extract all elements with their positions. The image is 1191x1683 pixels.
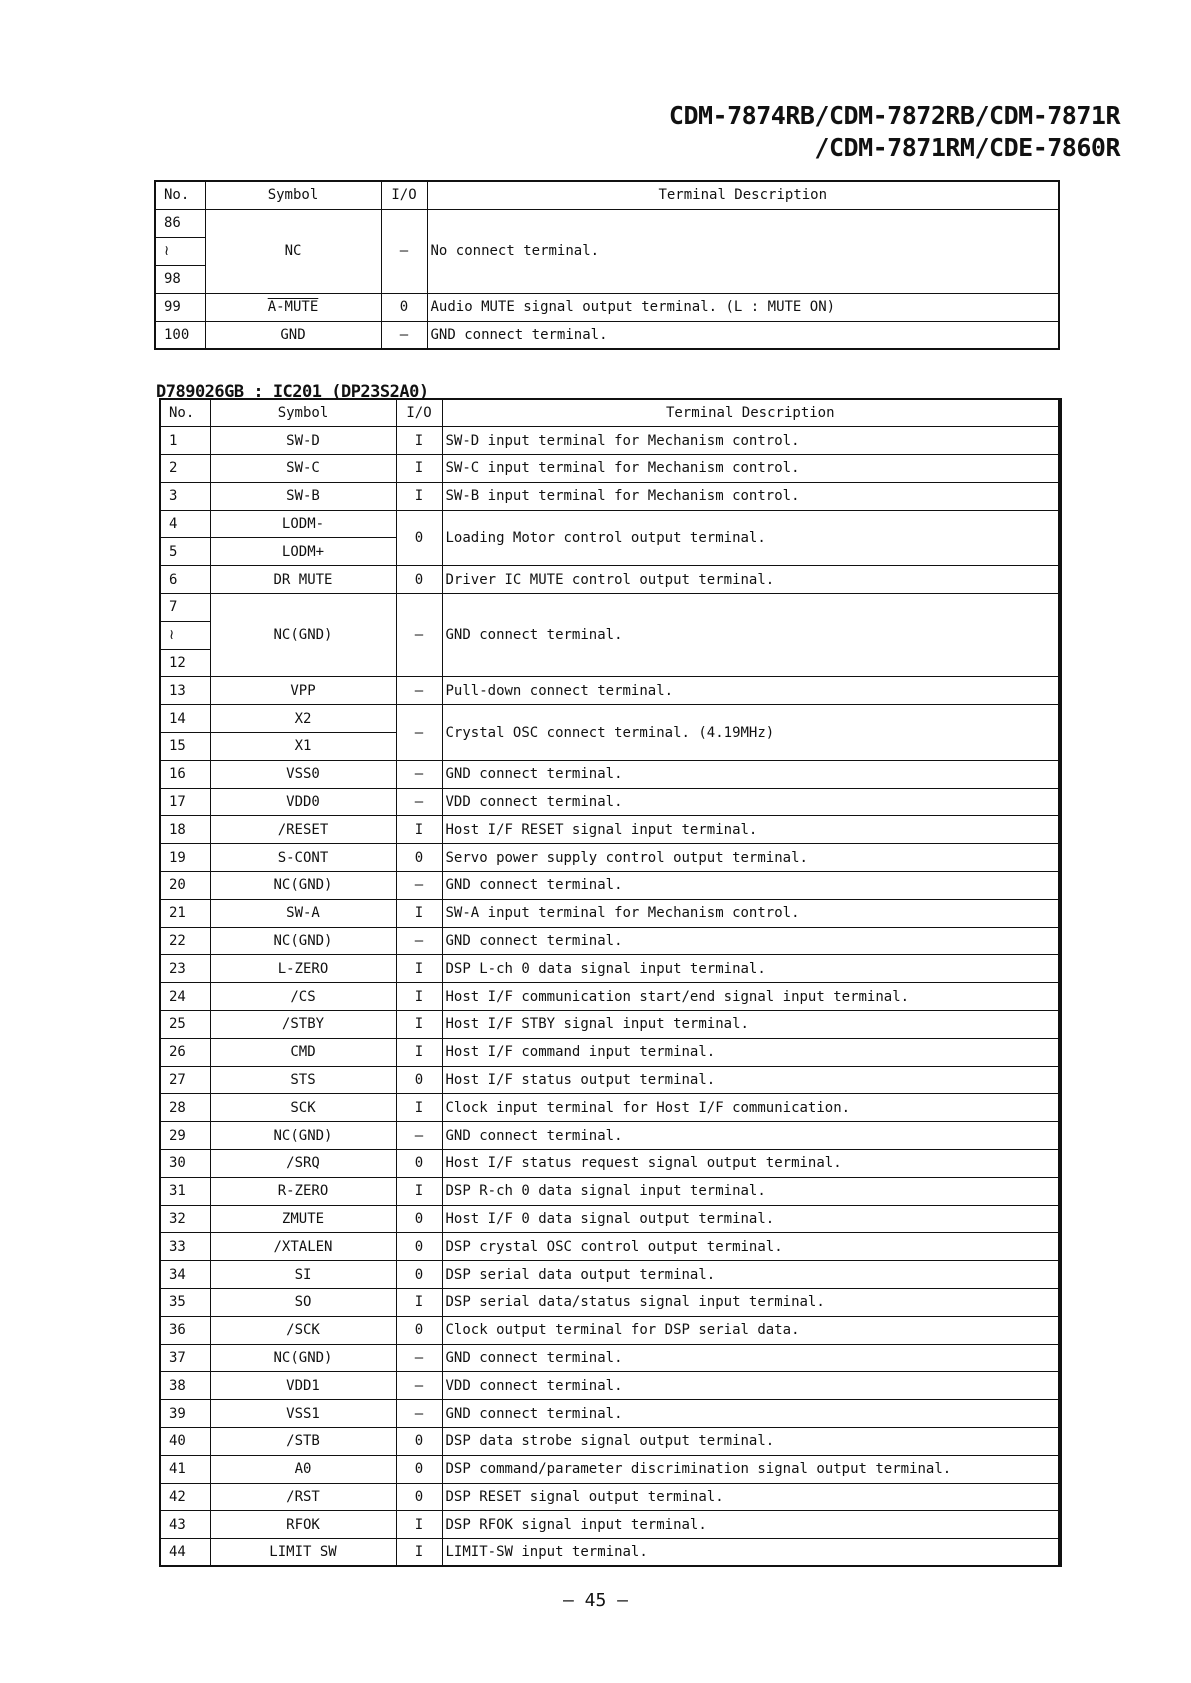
pin-description: Driver IC MUTE control output terminal. bbox=[442, 566, 1060, 594]
pin-io: 0 bbox=[381, 293, 427, 321]
pin-description: SW-A input terminal for Mechanism control. bbox=[442, 899, 1060, 927]
pin-io: – bbox=[381, 209, 427, 293]
pin-number: 23 bbox=[160, 955, 210, 983]
pin-number: 24 bbox=[160, 983, 210, 1011]
pin-symbol: SI bbox=[210, 1261, 396, 1289]
pin-description: Host I/F command input terminal. bbox=[442, 1038, 1060, 1066]
table-row bbox=[160, 677, 1060, 705]
pin-number: 41 bbox=[160, 1455, 210, 1483]
pin-symbol: S-CONT bbox=[210, 844, 396, 872]
pin-number: 1 bbox=[160, 427, 210, 455]
table-row bbox=[160, 1038, 1060, 1066]
table-row bbox=[160, 899, 1060, 927]
pin-symbol: SW-B bbox=[210, 482, 396, 510]
pin-description: Crystal OSC connect terminal. (4.19MHz) bbox=[442, 705, 1060, 761]
table-row bbox=[160, 844, 1060, 872]
pin-io: 0 bbox=[396, 566, 442, 594]
pin-symbol: LIMIT SW bbox=[210, 1539, 396, 1567]
pin-number: 35 bbox=[160, 1289, 210, 1317]
pin-symbol: NC(GND) bbox=[210, 927, 396, 955]
pin-number: 6 bbox=[160, 566, 210, 594]
pin-description: GND connect terminal. bbox=[442, 594, 1060, 677]
pin-description: Audio MUTE signal output terminal. (L : MUTE ON) bbox=[427, 293, 1059, 321]
table-row bbox=[160, 1150, 1060, 1178]
pin-number: 36 bbox=[160, 1316, 210, 1344]
pin-io: 0 bbox=[396, 1233, 442, 1261]
table-row bbox=[160, 788, 1060, 816]
table-row bbox=[160, 705, 1060, 733]
pin-description: Loading Motor control output terminal. bbox=[442, 510, 1060, 566]
pin-description: VDD connect terminal. bbox=[442, 1372, 1060, 1400]
pin-symbol: /RESET bbox=[210, 816, 396, 844]
pin-io: I bbox=[396, 1511, 442, 1539]
pin-number: 18 bbox=[160, 816, 210, 844]
table-row bbox=[160, 1483, 1060, 1511]
pin-number: 37 bbox=[160, 1344, 210, 1372]
pin-number: 5 bbox=[160, 538, 210, 566]
pin-number: 33 bbox=[160, 1233, 210, 1261]
pin-io: 0 bbox=[396, 1066, 442, 1094]
pin-io: I bbox=[396, 816, 442, 844]
pin-io: I bbox=[396, 1177, 442, 1205]
table-row bbox=[155, 321, 1059, 349]
pin-description: GND connect terminal. bbox=[442, 1400, 1060, 1428]
col-header-description: Terminal Description bbox=[442, 399, 1060, 427]
col-header-description: Terminal Description bbox=[427, 181, 1059, 209]
pin-io: – bbox=[381, 321, 427, 349]
pin-number: 29 bbox=[160, 1122, 210, 1150]
pin-symbol: R-ZERO bbox=[210, 1177, 396, 1205]
pin-number: 38 bbox=[160, 1372, 210, 1400]
col-header-symbol: Symbol bbox=[205, 181, 381, 209]
pin-symbol: VSS0 bbox=[210, 760, 396, 788]
ic-section-title: D789026GB : IC201 (DP23S2A0) bbox=[156, 382, 429, 402]
pin-io: I bbox=[396, 1094, 442, 1122]
pin-description: DSP RFOK signal input terminal. bbox=[442, 1511, 1060, 1539]
pin-number: 30 bbox=[160, 1150, 210, 1178]
pin-symbol: ZMUTE bbox=[210, 1205, 396, 1233]
pin-description: GND connect terminal. bbox=[442, 1344, 1060, 1372]
pin-range-separator: ≀ bbox=[160, 621, 210, 649]
pin-symbol: A0 bbox=[210, 1455, 396, 1483]
pin-symbol: VDD1 bbox=[210, 1372, 396, 1400]
pin-description: Host I/F communication start/end signal input terminal. bbox=[442, 983, 1060, 1011]
pin-description: Host I/F 0 data signal output terminal. bbox=[442, 1205, 1060, 1233]
pin-number: 20 bbox=[160, 872, 210, 900]
pin-number: 13 bbox=[160, 677, 210, 705]
pin-number: 40 bbox=[160, 1427, 210, 1455]
table-row bbox=[160, 983, 1060, 1011]
table-row bbox=[160, 816, 1060, 844]
table-row bbox=[160, 427, 1060, 455]
pin-symbol: /SRQ bbox=[210, 1150, 396, 1178]
pin-io: – bbox=[396, 705, 442, 761]
pin-io: 0 bbox=[396, 1261, 442, 1289]
table-row bbox=[160, 594, 1060, 622]
pin-range-separator: ≀ bbox=[155, 237, 205, 265]
pin-number: 99 bbox=[155, 293, 205, 321]
pin-description: Clock input terminal for Host I/F communication. bbox=[442, 1094, 1060, 1122]
pin-io: I bbox=[396, 1539, 442, 1567]
pin-number: 28 bbox=[160, 1094, 210, 1122]
pin-number: 12 bbox=[160, 649, 210, 677]
pin-number: 3 bbox=[160, 482, 210, 510]
pin-symbol: SW-D bbox=[210, 427, 396, 455]
pin-io: – bbox=[396, 1400, 442, 1428]
table-row bbox=[160, 1400, 1060, 1428]
pin-symbol: /STBY bbox=[210, 1011, 396, 1039]
table-row bbox=[155, 209, 1059, 237]
pin-symbol: SCK bbox=[210, 1094, 396, 1122]
pin-description: Host I/F RESET signal input terminal. bbox=[442, 816, 1060, 844]
pin-number: 16 bbox=[160, 760, 210, 788]
table-row bbox=[160, 566, 1060, 594]
pin-description: GND connect terminal. bbox=[442, 760, 1060, 788]
table-row bbox=[160, 1316, 1060, 1344]
pin-number: 43 bbox=[160, 1511, 210, 1539]
pin-io: 0 bbox=[396, 1427, 442, 1455]
pin-symbol: SW-A bbox=[210, 899, 396, 927]
table-row bbox=[160, 510, 1060, 538]
table-row bbox=[160, 1511, 1060, 1539]
pin-io: I bbox=[396, 1011, 442, 1039]
pin-number: 15 bbox=[160, 733, 210, 761]
pin-table-continued bbox=[154, 180, 1060, 350]
table-row bbox=[160, 1066, 1060, 1094]
document-header bbox=[600, 100, 1120, 164]
pin-io: – bbox=[396, 1344, 442, 1372]
pin-description: Clock output terminal for DSP serial data. bbox=[442, 1316, 1060, 1344]
table-row bbox=[160, 1233, 1060, 1261]
table-row bbox=[160, 760, 1060, 788]
pin-symbol: VPP bbox=[210, 677, 396, 705]
pin-symbol: VSS1 bbox=[210, 1400, 396, 1428]
pin-description: DSP RESET signal output terminal. bbox=[442, 1483, 1060, 1511]
pin-number: 98 bbox=[155, 265, 205, 293]
pin-description: DSP serial data/status signal input terminal. bbox=[442, 1289, 1060, 1317]
pin-description: SW-D input terminal for Mechanism control. bbox=[442, 427, 1060, 455]
table-row bbox=[160, 1372, 1060, 1400]
pin-number: 34 bbox=[160, 1261, 210, 1289]
pin-description: Host I/F STBY signal input terminal. bbox=[442, 1011, 1060, 1039]
table-row bbox=[160, 455, 1060, 483]
pin-description: Servo power supply control output terminal. bbox=[442, 844, 1060, 872]
table-row bbox=[155, 293, 1059, 321]
pin-io: I bbox=[396, 427, 442, 455]
table-row bbox=[160, 1427, 1060, 1455]
pin-number: 2 bbox=[160, 455, 210, 483]
pin-io: – bbox=[396, 872, 442, 900]
pin-symbol: VDD0 bbox=[210, 788, 396, 816]
pin-io: – bbox=[396, 788, 442, 816]
pin-symbol: LODM- bbox=[210, 510, 396, 538]
pin-number: 31 bbox=[160, 1177, 210, 1205]
pin-number: 14 bbox=[160, 705, 210, 733]
pin-symbol: CMD bbox=[210, 1038, 396, 1066]
pin-description: GND connect terminal. bbox=[442, 1122, 1060, 1150]
pin-symbol: LODM+ bbox=[210, 538, 396, 566]
pin-number: 26 bbox=[160, 1038, 210, 1066]
pin-description: Pull-down connect terminal. bbox=[442, 677, 1060, 705]
pin-symbol: X1 bbox=[210, 733, 396, 761]
pin-description: GND connect terminal. bbox=[442, 872, 1060, 900]
pin-symbol: L-ZERO bbox=[210, 955, 396, 983]
pin-io: I bbox=[396, 482, 442, 510]
pin-symbol: A-MUTE bbox=[267, 299, 319, 315]
table-row bbox=[160, 1094, 1060, 1122]
pin-io: – bbox=[396, 1122, 442, 1150]
pin-description: Host I/F status request signal output terminal. bbox=[442, 1150, 1060, 1178]
pin-number: 27 bbox=[160, 1066, 210, 1094]
pin-description: DSP serial data output terminal. bbox=[442, 1261, 1060, 1289]
pin-io: – bbox=[396, 760, 442, 788]
pin-number: 7 bbox=[160, 594, 210, 622]
pin-number: 25 bbox=[160, 1011, 210, 1039]
pin-io: I bbox=[396, 955, 442, 983]
pin-description: SW-C input terminal for Mechanism control. bbox=[442, 455, 1060, 483]
col-header-io: I/O bbox=[381, 181, 427, 209]
model-line-2: /CDM-7871RM/CDE-7860R bbox=[814, 133, 1120, 162]
table-row bbox=[160, 1539, 1060, 1567]
pin-symbol: NC(GND) bbox=[210, 594, 396, 677]
table-row bbox=[160, 1289, 1060, 1317]
table-row bbox=[160, 482, 1060, 510]
pin-description: DSP crystal OSC control output terminal. bbox=[442, 1233, 1060, 1261]
pin-io: I bbox=[396, 899, 442, 927]
pin-description: VDD connect terminal. bbox=[442, 788, 1060, 816]
table-row bbox=[160, 1344, 1060, 1372]
pin-io: – bbox=[396, 594, 442, 677]
pin-symbol: X2 bbox=[210, 705, 396, 733]
pin-description: DSP L-ch 0 data signal input terminal. bbox=[442, 955, 1060, 983]
table-header-row bbox=[160, 399, 1060, 427]
table-row bbox=[160, 1205, 1060, 1233]
pin-number: 32 bbox=[160, 1205, 210, 1233]
pin-io: 0 bbox=[396, 1150, 442, 1178]
table-row bbox=[160, 1122, 1060, 1150]
col-header-io: I/O bbox=[396, 399, 442, 427]
pin-number: 19 bbox=[160, 844, 210, 872]
table-row bbox=[160, 872, 1060, 900]
pin-symbol: SO bbox=[210, 1289, 396, 1317]
pin-description: LIMIT-SW input terminal. bbox=[442, 1539, 1060, 1567]
pin-symbol: NC(GND) bbox=[210, 1344, 396, 1372]
pin-io: I bbox=[396, 455, 442, 483]
pin-io: I bbox=[396, 1038, 442, 1066]
pin-symbol: DR MUTE bbox=[210, 566, 396, 594]
pin-io: 0 bbox=[396, 510, 442, 566]
pin-number: 42 bbox=[160, 1483, 210, 1511]
pin-description: DSP R-ch 0 data signal input terminal. bbox=[442, 1177, 1060, 1205]
pin-io: 0 bbox=[396, 1316, 442, 1344]
pin-symbol: /STB bbox=[210, 1427, 396, 1455]
pin-description: GND connect terminal. bbox=[427, 321, 1059, 349]
pin-description: SW-B input terminal for Mechanism control. bbox=[442, 482, 1060, 510]
col-header-no: No. bbox=[160, 399, 210, 427]
pin-number: 21 bbox=[160, 899, 210, 927]
pin-symbol: NC(GND) bbox=[210, 1122, 396, 1150]
table-row bbox=[160, 927, 1060, 955]
pin-number: 44 bbox=[160, 1539, 210, 1567]
pin-io: 0 bbox=[396, 1205, 442, 1233]
pin-number: 22 bbox=[160, 927, 210, 955]
pin-description: DSP data strobe signal output terminal. bbox=[442, 1427, 1060, 1455]
pin-io: I bbox=[396, 1289, 442, 1317]
pin-io: 0 bbox=[396, 844, 442, 872]
pin-description: No connect terminal. bbox=[427, 209, 1059, 293]
pin-symbol: NC(GND) bbox=[210, 872, 396, 900]
pin-description: DSP command/parameter discrimination signal output terminal. bbox=[442, 1455, 1060, 1483]
table-row bbox=[160, 1011, 1060, 1039]
pin-io: – bbox=[396, 677, 442, 705]
pin-io: 0 bbox=[396, 1455, 442, 1483]
pin-symbol: GND bbox=[205, 321, 381, 349]
pin-number: 100 bbox=[155, 321, 205, 349]
pin-description: Host I/F status output terminal. bbox=[442, 1066, 1060, 1094]
pin-symbol: /RST bbox=[210, 1483, 396, 1511]
pin-number: 4 bbox=[160, 510, 210, 538]
pin-io: – bbox=[396, 1372, 442, 1400]
pin-symbol: STS bbox=[210, 1066, 396, 1094]
pin-symbol: SW-C bbox=[210, 455, 396, 483]
pin-symbol: /SCK bbox=[210, 1316, 396, 1344]
pin-symbol: NC bbox=[205, 209, 381, 293]
pin-io: 0 bbox=[396, 1483, 442, 1511]
pin-number: 39 bbox=[160, 1400, 210, 1428]
col-header-symbol: Symbol bbox=[210, 399, 396, 427]
pin-io: – bbox=[396, 927, 442, 955]
table-row bbox=[160, 1455, 1060, 1483]
table-row bbox=[160, 1261, 1060, 1289]
table-row bbox=[160, 1177, 1060, 1205]
pin-description: GND connect terminal. bbox=[442, 927, 1060, 955]
page-number: — 45 — bbox=[562, 1590, 629, 1611]
table-header-row bbox=[155, 181, 1059, 209]
pin-number: 86 bbox=[155, 209, 205, 237]
col-header-no: No. bbox=[155, 181, 205, 209]
table-row bbox=[160, 955, 1060, 983]
ic201-pin-table bbox=[159, 398, 1062, 1567]
pin-io: I bbox=[396, 983, 442, 1011]
pin-symbol: /XTALEN bbox=[210, 1233, 396, 1261]
pin-symbol: RFOK bbox=[210, 1511, 396, 1539]
model-line-1: CDM-7874RB/CDM-7872RB/CDM-7871R bbox=[668, 101, 1120, 130]
pin-number: 17 bbox=[160, 788, 210, 816]
pin-symbol: /CS bbox=[210, 983, 396, 1011]
